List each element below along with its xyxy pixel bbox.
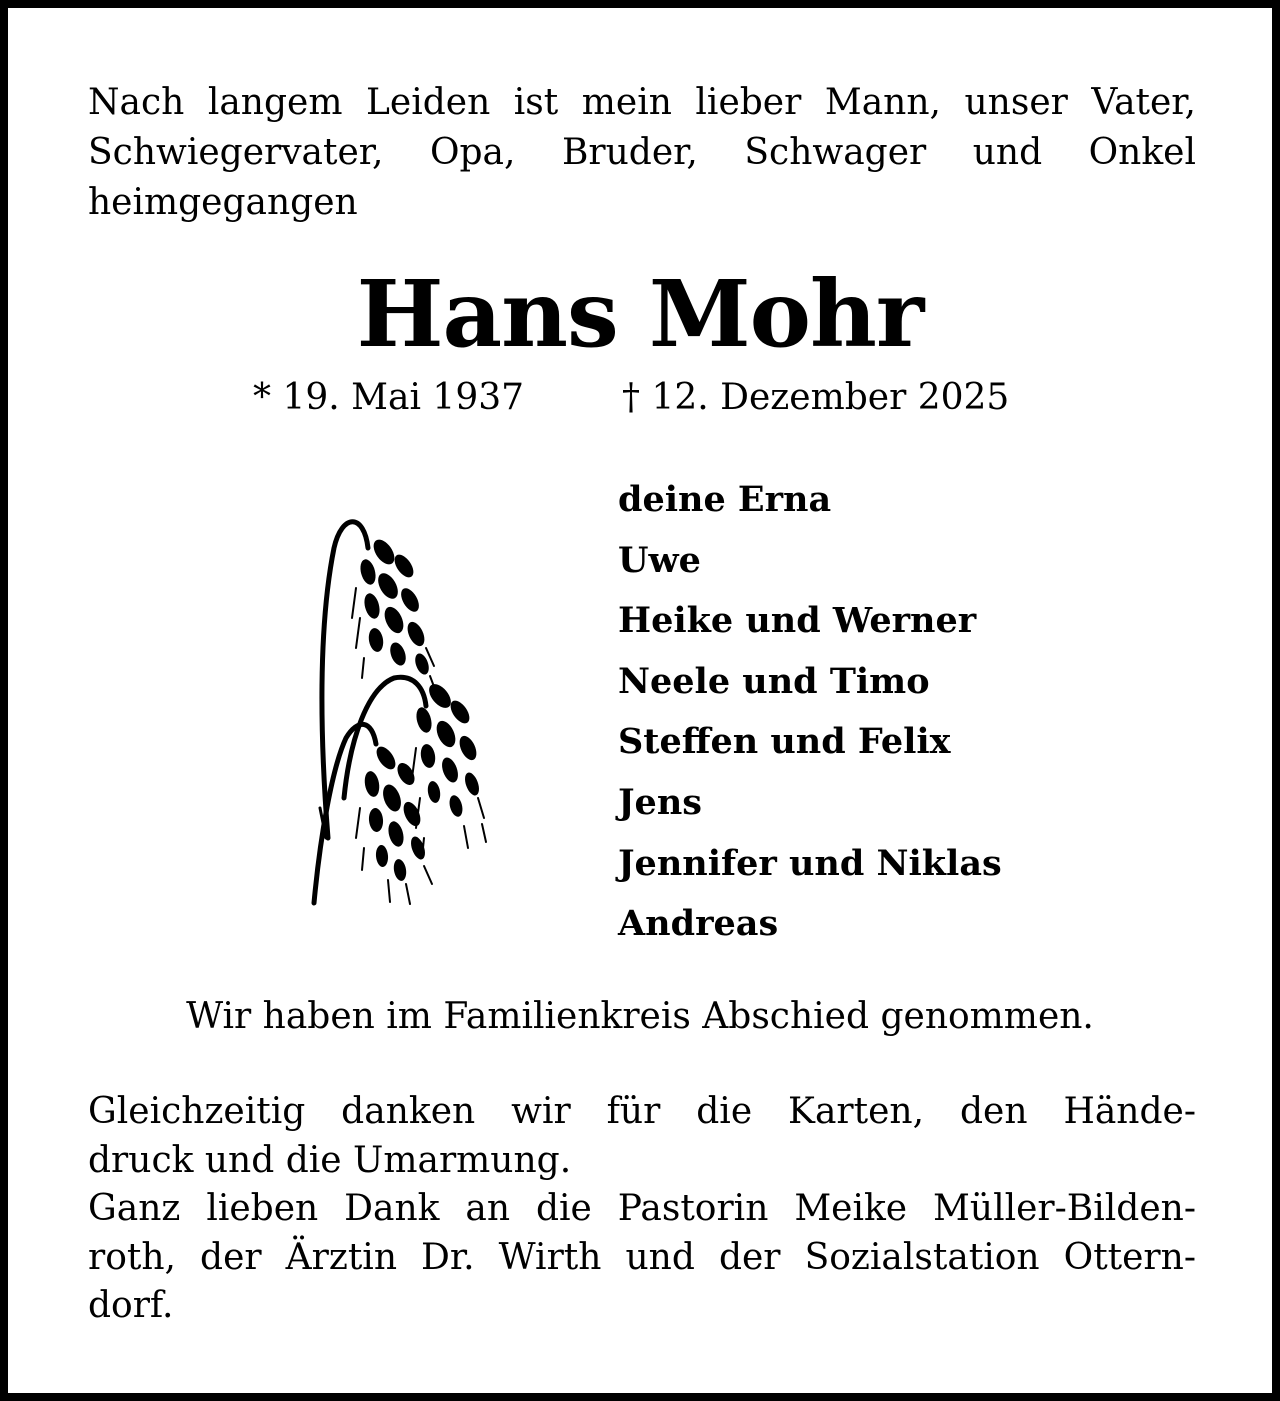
family-member: Steffen und Felix	[618, 721, 951, 763]
thanks-line: roth, der Ärztin Dr. Wirth und der Sozialstation Ottern-	[88, 1236, 1196, 1278]
family-member: Heike und Werner	[618, 600, 977, 642]
family-member: Neele und Timo	[618, 660, 930, 702]
family-member: Jens	[618, 781, 702, 823]
intro-line: Nach langem Leiden ist mein lieber Mann, unser Vater,	[88, 82, 1196, 123]
wheat-ears-icon	[306, 508, 506, 908]
thanks-text	[88, 1088, 1196, 1331]
thanks-line: dorf.	[88, 1285, 174, 1326]
farewell-text: Wir haben im Familienkreis Abschied genommen.	[186, 996, 1094, 1037]
thanks-line: druck und die Umarmung.	[88, 1139, 572, 1181]
family-member: Andreas	[618, 903, 779, 945]
family-list	[618, 470, 1002, 955]
thanks-line: Gleichzeitig danken wir für die Karten, den Hände-	[88, 1091, 1196, 1132]
birth-date: * 19. Mai 1937	[253, 377, 525, 418]
death-date: † 12. Dezember 2025	[622, 377, 1010, 418]
intro-text	[88, 78, 1196, 228]
family-member: deine Erna	[618, 479, 832, 520]
intro-line: heimgegangen	[88, 182, 358, 223]
family-member: Uwe	[618, 539, 701, 581]
deceased-name: Hans Mohr	[356, 260, 924, 368]
intro-line: Schwiegervater, Opa, Bruder, Schwager und Onkel	[88, 132, 1196, 173]
family-member: Jennifer und Niklas	[618, 842, 1002, 884]
thanks-line: Ganz lieben Dank an die Pastorin Meike Müller-Bilden-	[88, 1188, 1196, 1229]
